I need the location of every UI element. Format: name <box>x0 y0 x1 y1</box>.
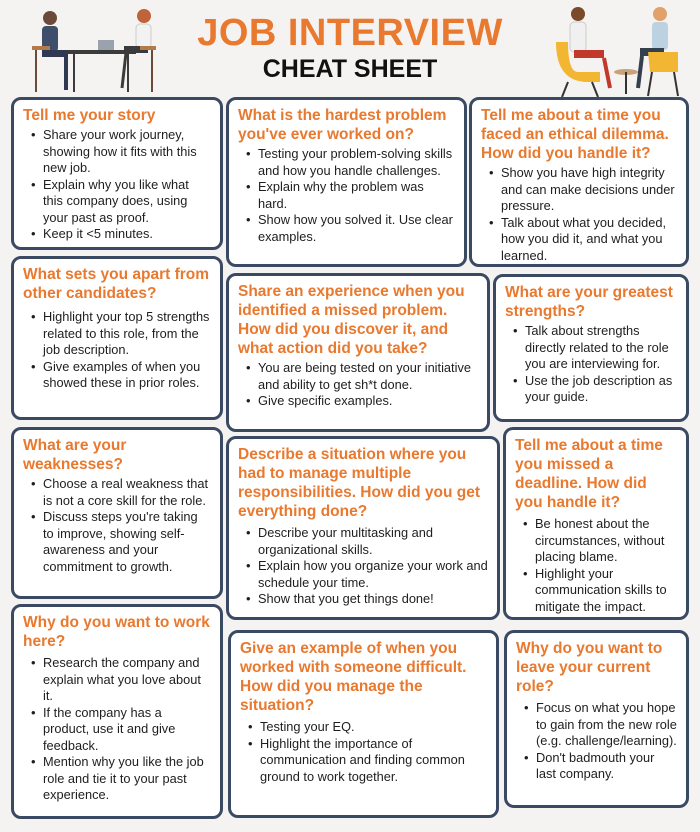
question-heading: Why do you want to leave your current role? <box>516 640 663 695</box>
tip-item: • Share your work journey, showing how it fits with this new job. <box>23 127 211 177</box>
question-heading: What is the hardest problem you've ever worked on? <box>238 107 447 143</box>
card-greatest-strengths <box>493 274 689 422</box>
tip-item: • If the company has a product, use it and give feedback. <box>23 705 211 755</box>
question-heading: Tell me your story <box>23 107 156 124</box>
tip-item: • Show that you get things done! <box>238 591 488 608</box>
card-why-work-here <box>11 604 223 819</box>
page-subtitle: CHEAT SHEET <box>262 55 438 83</box>
question-heading: What are your greatest strengths? <box>505 284 673 320</box>
question-heading: Tell me about a time you faced an ethical dilemma. How did you handle it? <box>481 107 669 162</box>
question-heading: What are your weaknesses? <box>23 437 127 473</box>
card-ethical-dilemma <box>469 97 689 267</box>
question-heading: Give an example of when you worked with someone difficult. How did you manage the situation? <box>240 640 467 714</box>
page-title: JOB INTERVIEW <box>197 12 503 54</box>
tip-item: • Highlight your communication skills to mitigate the impact. <box>515 566 677 616</box>
tip-item: • Explain how you organize your work and schedule your time. <box>238 558 488 591</box>
tip-item: • Explain why the problem was hard. <box>238 179 455 212</box>
tip-item: • Testing your problem-solving skills and how you handle challenges. <box>238 146 455 179</box>
card-missed-deadline <box>503 427 689 620</box>
tip-item: • Be honest about the circumstances, without placing blame. <box>515 516 677 566</box>
interview-desk-illustration <box>28 2 158 94</box>
card-missed-problem <box>226 273 490 432</box>
tip-item: • Research the company and explain what you love about it. <box>23 655 211 705</box>
tip-item: • Explain why you like what this company does, using your past as proof. <box>23 177 211 227</box>
tip-item: • Don't badmouth your last company. <box>516 750 677 783</box>
card-hardest-problem <box>226 97 467 267</box>
question-heading: Describe a situation where you had to manage multiple responsibilities. How did you get everything done? <box>238 446 480 520</box>
tip-item: • Choose a real weakness that is not a core skill for the role. <box>23 476 211 509</box>
tip-item: • Mention why you like the job role and tie it to your past experience. <box>23 754 211 804</box>
card-difficult-coworker <box>228 630 499 818</box>
card-leave-current-role <box>504 630 689 808</box>
tip-item: • Describe your multitasking and organizational skills. <box>238 525 488 558</box>
tip-item: • Show how you solved it. Use clear examples. <box>238 212 455 245</box>
tip-item: • Focus on what you hope to gain from the new role (e.g. challenge/learning). <box>516 700 677 750</box>
tip-item: • Show you have high integrity and can make decisions under pressure. <box>481 165 677 215</box>
tip-item: • You are being tested on your initiative and ability to get sh*t done. <box>238 360 478 393</box>
tip-item: • Talk about what you decided, how you did it, and what you learned. <box>481 215 677 265</box>
tip-item: • Highlight the importance of communication and finding common ground to work together. <box>240 736 487 786</box>
tip-item: • Use the job description as your guide. <box>505 373 677 406</box>
card-multiple-responsibilities <box>226 436 500 620</box>
question-heading: Tell me about a time you missed a deadline. How did you handle it? <box>515 437 663 511</box>
question-heading: What sets you apart from other candidates? <box>23 266 210 302</box>
tip-item: • Discuss steps you're taking to improve, showing self-awareness and your commitment to growth. <box>23 509 211 575</box>
tip-item: • Give examples of when you showed these in prior roles. <box>23 359 211 392</box>
tip-item: • Testing your EQ. <box>240 719 487 736</box>
card-tell-me-your-story <box>11 97 223 250</box>
tip-item: • Talk about strengths directly related to the role you are interviewing for. <box>505 323 677 373</box>
card-weaknesses <box>11 427 223 599</box>
interview-chairs-illustration <box>548 2 688 98</box>
question-heading: Share an experience when you identified a missed problem. How did you discover it, and what action did you take? <box>238 283 465 357</box>
tip-item: • Highlight your top 5 strengths related to this role, from the job description. <box>23 309 211 359</box>
tip-item: • Keep it <5 minutes. <box>23 226 211 243</box>
tip-item: • Give specific examples. <box>238 393 478 410</box>
question-heading: Why do you want to work here? <box>23 614 210 650</box>
card-sets-you-apart <box>11 256 223 420</box>
